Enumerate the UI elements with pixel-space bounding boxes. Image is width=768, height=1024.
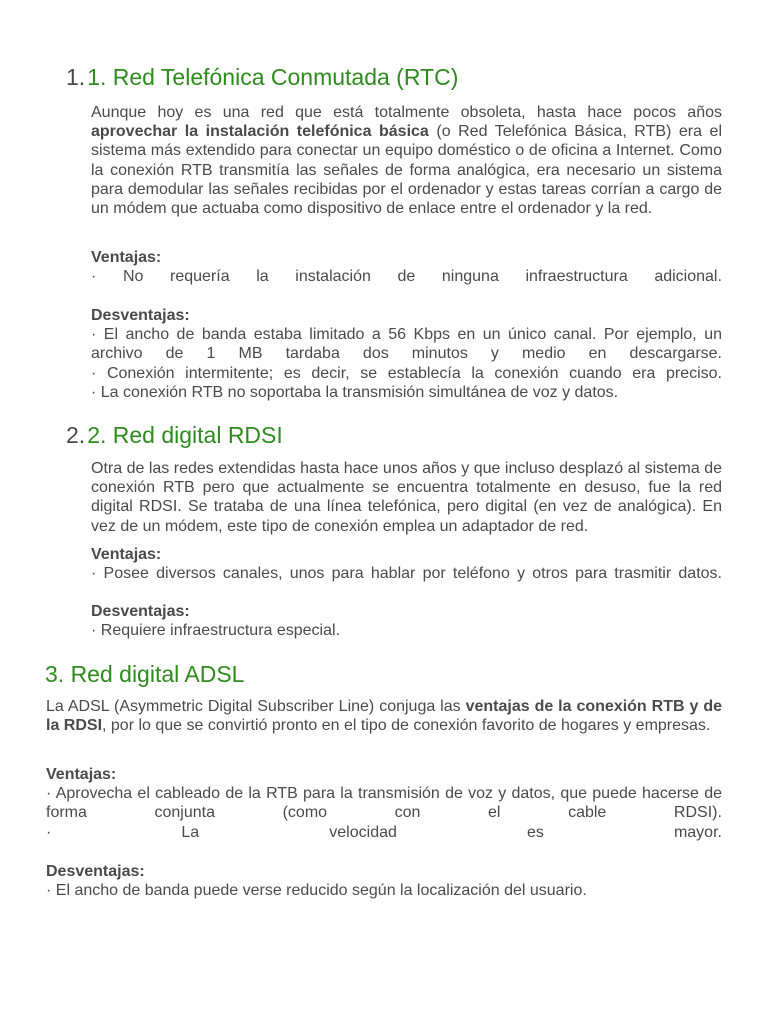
- section-1-intro-text-2: (o Red Telefónica Básica, RTB) era el sistema más extendido para conectar un equipo doméstico o de oficina a Internet. Como la conexión RTB transmitía las señales de forma analógica, era necesario un sistema para demodular las señales recibidas por el ordenador y estas tareas corrían a cargo de un módem que actuaba como dispositivo de enlace entre el ordenador y la red.: [91, 123, 722, 218]
- section-2-intro-text: Otra de las redes extendidas hasta hace unos años y que incluso desplazó al sistema de conexión RTB pero que actualmente se encuentra totalmente en desuso, fue la red digital RDSI. Se trataba de una línea telefónica, pero digital (en vez de analógica). En vez de un módem, este tipo de conexión emplea un adaptador de red.: [91, 460, 722, 535]
- section-3-desventajas-item: · El ancho de banda puede verse reducido según la localización del usuario.: [46, 882, 587, 900]
- section-3-intro-text-2: , por lo que se convirtió pronto en el tipo de conexión favorito de hogares y empresas.: [102, 717, 711, 735]
- section-3-ventajas-item: · Aprovecha el cableado de la RTB para la transmisión de voz y datos, que puede hacerse de: [46, 785, 722, 803]
- section-2-heading: [66, 421, 283, 449]
- section-3-desventajas-label: Desventajas:: [46, 863, 145, 880]
- section-2-desventajas: [91, 602, 722, 640]
- section-1-desventajas-item: · La conexión RTB no soportaba la transmisión simultánea de voz y datos.: [91, 383, 619, 401]
- section-2-intro: [91, 459, 722, 536]
- section-1-intro-text-1: Aunque hoy es una red que está totalmente obsoleta, hasta hace pocos años: [91, 104, 722, 121]
- section-3-intro: [46, 697, 722, 735]
- section-3-desventajas: [46, 862, 722, 900]
- section-2-desventajas-item: · Requiere infraestructura especial.: [91, 622, 341, 640]
- section-2-number: 2.: [66, 422, 86, 448]
- section-1-title: 1. Red Telefónica Conmutada (RTC): [87, 64, 459, 90]
- section-2-ventajas: [91, 545, 722, 583]
- section-2-title: 2. Red digital RDSI: [87, 422, 283, 448]
- section-3-heading: [45, 660, 244, 688]
- word: mayor.: [673, 823, 722, 841]
- section-1-desventajas: [91, 306, 722, 402]
- section-1-heading: [66, 63, 458, 91]
- word: es: [526, 823, 544, 841]
- section-1-desventajas-item: · Conexión intermitente; es decir, se establecía la conexión cuando era preciso.: [91, 364, 722, 382]
- word: velocidad: [329, 823, 397, 841]
- section-3-ventajas-item: [46, 803, 722, 822]
- word: instalación: [295, 268, 371, 286]
- word: con: [394, 804, 421, 822]
- word: conjunta: [154, 804, 215, 822]
- section-3-ventajas-item: [46, 823, 722, 842]
- section-1-ventajas: [91, 248, 722, 286]
- section-2-ventajas-item: · Posee diversos canales, unos para hablar por teléfono y otros para trasmitir datos.: [91, 565, 722, 583]
- word: ·: [46, 823, 52, 841]
- section-1-intro-bold: aprovechar la instalación telefónica básica: [91, 123, 429, 141]
- word: La: [181, 823, 200, 841]
- section-3-intro-text-1: La ADSL (Asymmetric Digital Subscriber Line) conjuga las: [46, 698, 466, 715]
- section-1-intro: [91, 103, 722, 218]
- word: ·: [91, 268, 97, 286]
- section-1-desventajas-item: · El ancho de banda estaba limitado a 56 Kbps en un único canal. Por ejemplo, un: [91, 326, 722, 344]
- section-3-ventajas-label: Ventajas:: [46, 766, 117, 783]
- word: adicional.: [654, 268, 722, 286]
- section-3-intro-bold: ventajas de la conexión RTB y de la RDSI: [46, 698, 722, 735]
- word: cable: [568, 804, 607, 822]
- section-3-title: 3. Red digital ADSL: [45, 661, 245, 687]
- section-2-desventajas-label: Desventajas:: [91, 603, 190, 620]
- word: (como: [282, 804, 328, 822]
- word: forma: [46, 804, 87, 822]
- word: RDSI).: [673, 804, 722, 822]
- word: No: [122, 268, 144, 286]
- section-1-ventajas-item: [91, 267, 722, 286]
- word: de: [397, 268, 416, 286]
- word: ninguna: [441, 268, 499, 286]
- section-1-ventajas-label: Ventajas:: [91, 249, 162, 266]
- section-1-number: 1.: [66, 64, 86, 90]
- word: requería: [170, 268, 230, 286]
- section-1-desventajas-label: Desventajas:: [91, 307, 190, 324]
- section-2-ventajas-label: Ventajas:: [91, 546, 162, 563]
- section-1-desventajas-item: archivo de 1 MB tardaba dos minutos y medio en descargarse.: [91, 345, 722, 363]
- section-3-ventajas: [46, 765, 722, 842]
- word: infraestructura: [525, 268, 628, 286]
- word: la: [256, 268, 269, 286]
- word: el: [488, 804, 501, 822]
